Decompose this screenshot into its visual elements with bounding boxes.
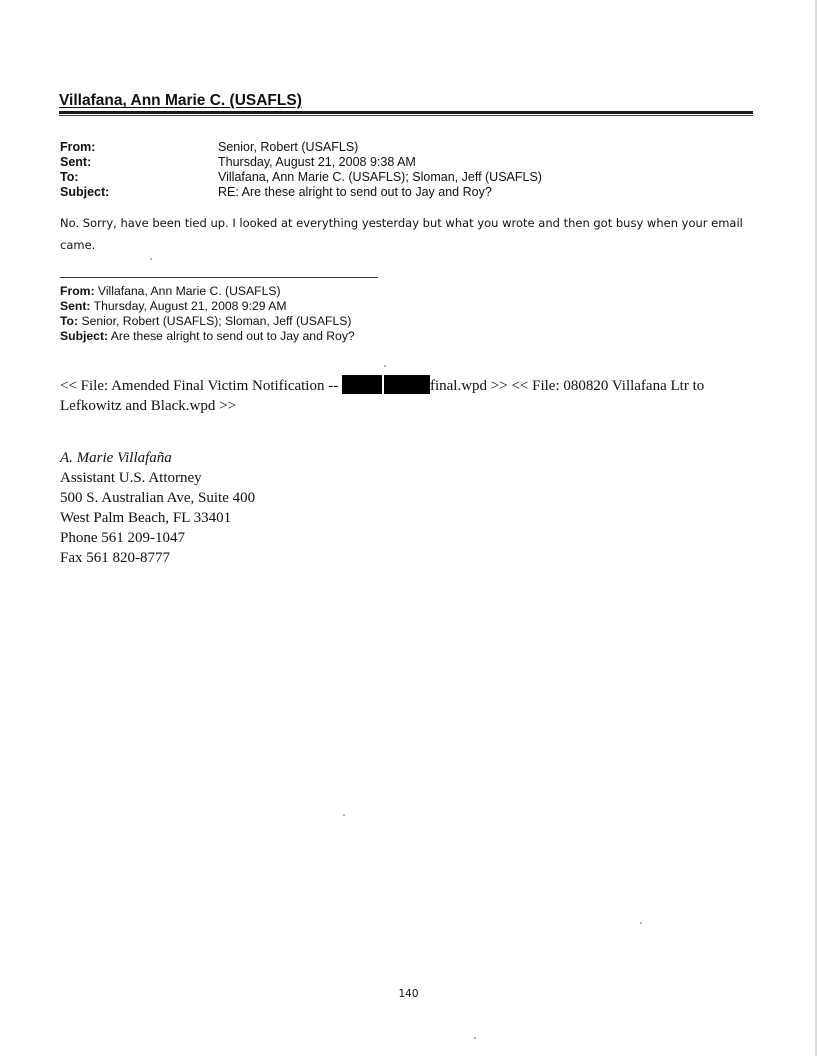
fwd-to-value: Senior, Robert (USAFLS); Sloman, Jeff (USAFLS) [81,314,352,328]
fwd-to-line [60,314,351,329]
fwd-from-line [60,284,281,299]
from-value: Senior, Robert (USAFLS) [218,140,359,154]
signature-address-2: West Palm Beach, FL 33401 [60,510,232,526]
fwd-sent-line [60,299,287,314]
fwd-from-label: From: [60,284,95,298]
signature-address-1: 500 S. Australian Ave, Suite 400 [60,490,256,506]
fwd-sent-label: Sent: [60,299,91,313]
page-number: 140 [398,988,419,1000]
fwd-to-label: To: [60,314,79,328]
subject-value: RE: Are these alright to send out to Jay and Roy? [218,185,492,199]
attachment-1-name[interactable]: << File: Amended Final Victim Notification -- [60,378,342,394]
signature-name: A. Marie Villafaña [60,450,172,466]
scan-speck [150,258,152,260]
fwd-subject-line [60,329,355,344]
signature-phone: Phone 561 209-1047 [60,530,185,546]
scan-speck [640,922,642,924]
to-value: Villafana, Ann Marie C. (USAFLS); Sloman, Jeff (USAFLS) [218,170,542,184]
sent-label: Sent: [60,155,92,169]
signature-fax: Fax 561 820-8777 [60,550,170,566]
forward-divider [60,277,378,278]
to-label: To: [60,170,79,184]
scan-speck [384,365,386,367]
header-rule-thin [59,115,753,116]
subject-label: Subject: [60,185,110,199]
fwd-from-value: Villafana, Ann Marie C. (USAFLS) [97,284,281,298]
attachment-line-2[interactable]: Lefkowitz and Black.wpd >> [60,398,237,414]
attachment-line-1 [60,375,760,396]
redaction-box [342,375,382,394]
fwd-subject-value: Are these alright to send out to Jay and Roy? [110,329,355,343]
redaction-box [384,375,430,394]
attachment-2-name[interactable]: final.wpd >> << File: 080820 Villafana Ltr to [429,378,705,394]
message-body: No. Sorry, have been tied up. I looked at everything yesterday but what you wrote and then got busy when your email came. [60,216,743,252]
scan-speck [343,814,345,816]
scan-speck [474,1037,476,1039]
from-label: From: [60,140,96,154]
header-rule [59,111,753,114]
sent-value: Thursday, August 21, 2008 9:38 AM [218,155,416,169]
signature-title: Assistant U.S. Attorney [60,470,202,486]
fwd-sent-value: Thursday, August 21, 2008 9:29 AM [93,299,287,313]
mailbox-owner-title: Villafana, Ann Marie C. (USAFLS) [59,92,302,109]
fwd-subject-label: Subject: [60,329,109,343]
